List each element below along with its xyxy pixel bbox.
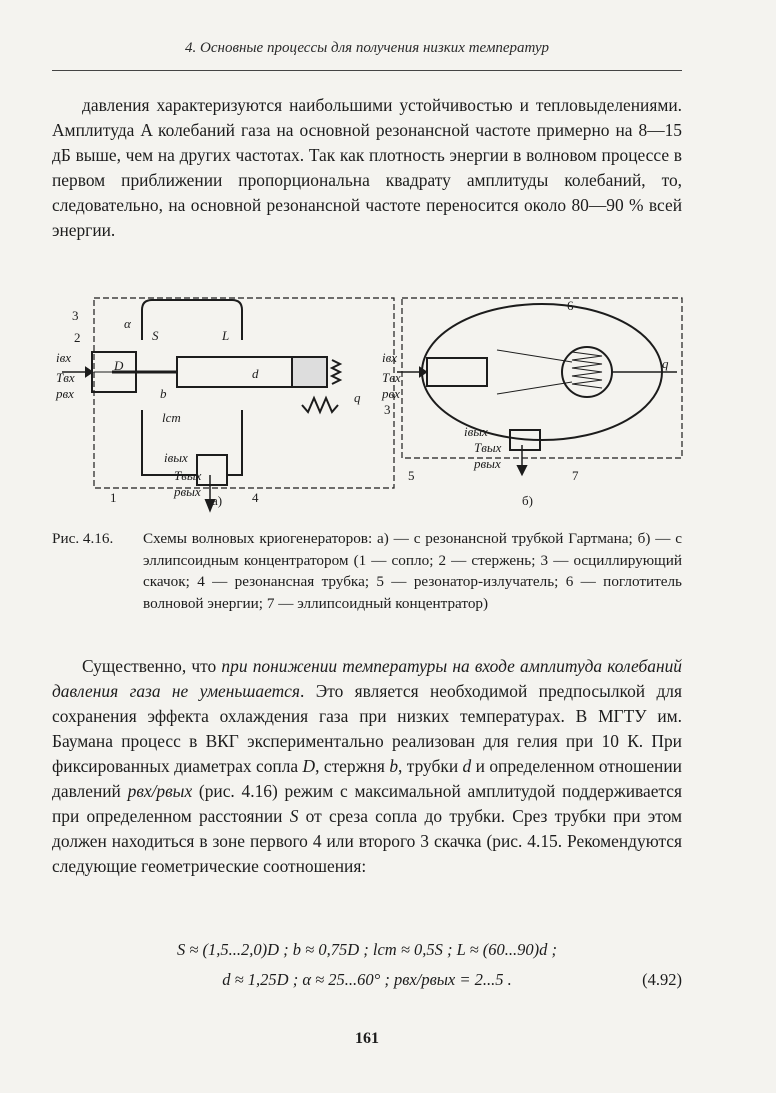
label-T-in-a: Tвх [56,370,75,385]
label-1: 1 [110,490,117,505]
p2-s2: , стержня [315,756,390,776]
label-i-out-a: iвых [164,450,188,465]
p2-s4: и определенном отношении давлений [52,756,682,801]
p2-s1: . Это является необходимой предпосылкой для сохранения эффекта охлаждения газа при низких температурах. В МГТУ им. Баумана процесс в ВКГ экспериментально реализован для гелия при 10 К. При фиксированных диаметрах сопла [52,681,682,776]
var-S: S [289,806,299,826]
p2-s3: , трубки [398,756,463,776]
label-3-b: 3 [384,402,391,417]
label-q-b: q [662,356,669,371]
figure-4-16 [52,290,692,522]
formula-line-1: S ≈ (1,5...2,0)D ; b ≈ 0,75D ; lст ≈ 0,5S ; L ≈ (60...90)d ; [176,940,558,959]
header-rule [52,70,682,71]
page-number: 161 [355,1030,379,1047]
p2-s6: от среза сопла до трубки. Срез трубки при этом должен находиться в зоне первого 4 или второго 3 скачка (рис. 4.15. Рекомендуются следующие геометрические соотношения: [52,806,682,876]
label-i-in-a: iвх [56,350,72,365]
label-T-out-a: Tвых [174,468,202,483]
p2-emphasis: при понижении температуры на входе амплитуда колебаний давления газа не уменьшается [52,656,683,701]
label-i-out-b: iвых [464,424,488,439]
running-head: 4. Основные процессы для получения низких температур [185,40,549,56]
label-4: 4 [252,490,259,505]
var-D: D [302,756,316,776]
label-T-in-b: Tвх [382,370,401,385]
label-5: 5 [408,468,415,483]
sublabel-b: б) [522,493,533,508]
formula-line-2-text: d ≈ 1,25D ; α ≈ 25...60° ; pвх/pвых = 2...5 . [222,970,512,989]
label-i-in-b: iвх [382,350,398,365]
label-p-out-b: pвых [474,456,501,471]
spring-2 [302,398,338,412]
equation-number: (4.92) [642,970,682,989]
figure-caption [52,528,682,614]
spring [332,360,340,384]
p2-s5: (рис. 4.16) режим с максимальной амплитудой поддерживается при определенном расстоянии [52,781,682,826]
label-d: d [252,366,259,381]
label-S: S [152,328,159,343]
label-p-in-b: pвх [382,386,400,401]
housing-a [94,298,394,488]
housing-b [402,298,682,458]
chamber-top-a [142,300,242,310]
label-3: 3 [72,308,79,323]
label-p-in-a: pвх [56,386,74,401]
label-2: 2 [74,330,81,345]
var-b: b [389,756,399,776]
label-p-out-a: pвых [174,484,201,499]
sublabel-a: а) [212,493,223,508]
label-b: b [160,386,167,401]
caption-label: Рис. 4.16. [52,530,114,547]
label-6: 6 [567,298,574,313]
p2-start: Существенно, что [82,656,222,676]
var-ratio: pвх/pвых [127,781,193,801]
formula-line-2 [52,970,682,990]
cryogenerator-schematics [52,290,692,522]
label-T-out-b: Tвых [474,440,502,455]
paragraph-2 [52,654,682,879]
label-alpha: α [124,316,131,331]
nozzle-b [427,358,487,386]
var-d: d [462,756,472,776]
label-q-a: q [354,390,361,405]
label-7: 7 [572,468,579,483]
label-D: D [114,358,124,373]
caption-text: Схемы волновых криогенераторов: а) — с резонансной трубкой Гартмана; б) — с эллипсоидным концентратором (1 — сопло; 2 — стержень; 3 — осциллирующий скачок; 4 — резонансная трубка; 5 — резонатор-излучатель; 6 — поглотитель волновой энергии; 7 — эллипсоидный концентратор) [143,530,682,612]
label-L: L [222,328,230,343]
outlet-a [197,455,227,485]
absorber-coil [572,352,602,388]
label-lst: lст [162,410,181,425]
paragraph-1: давления характеризуются наибольшими устойчивостью и тепловыделениями. Амплитуда A колебаний газа на основной резонансной частоте примерно на 8—15 дБ выше, чем на других частотах. Так как плотность энергии в волновом процессе в первом приближении пропорциональна квадрату амплитуды колебаний, то, следовательно, на основной резонансной частоте переносится около 80—90 % всей энергии. [52,95,682,240]
